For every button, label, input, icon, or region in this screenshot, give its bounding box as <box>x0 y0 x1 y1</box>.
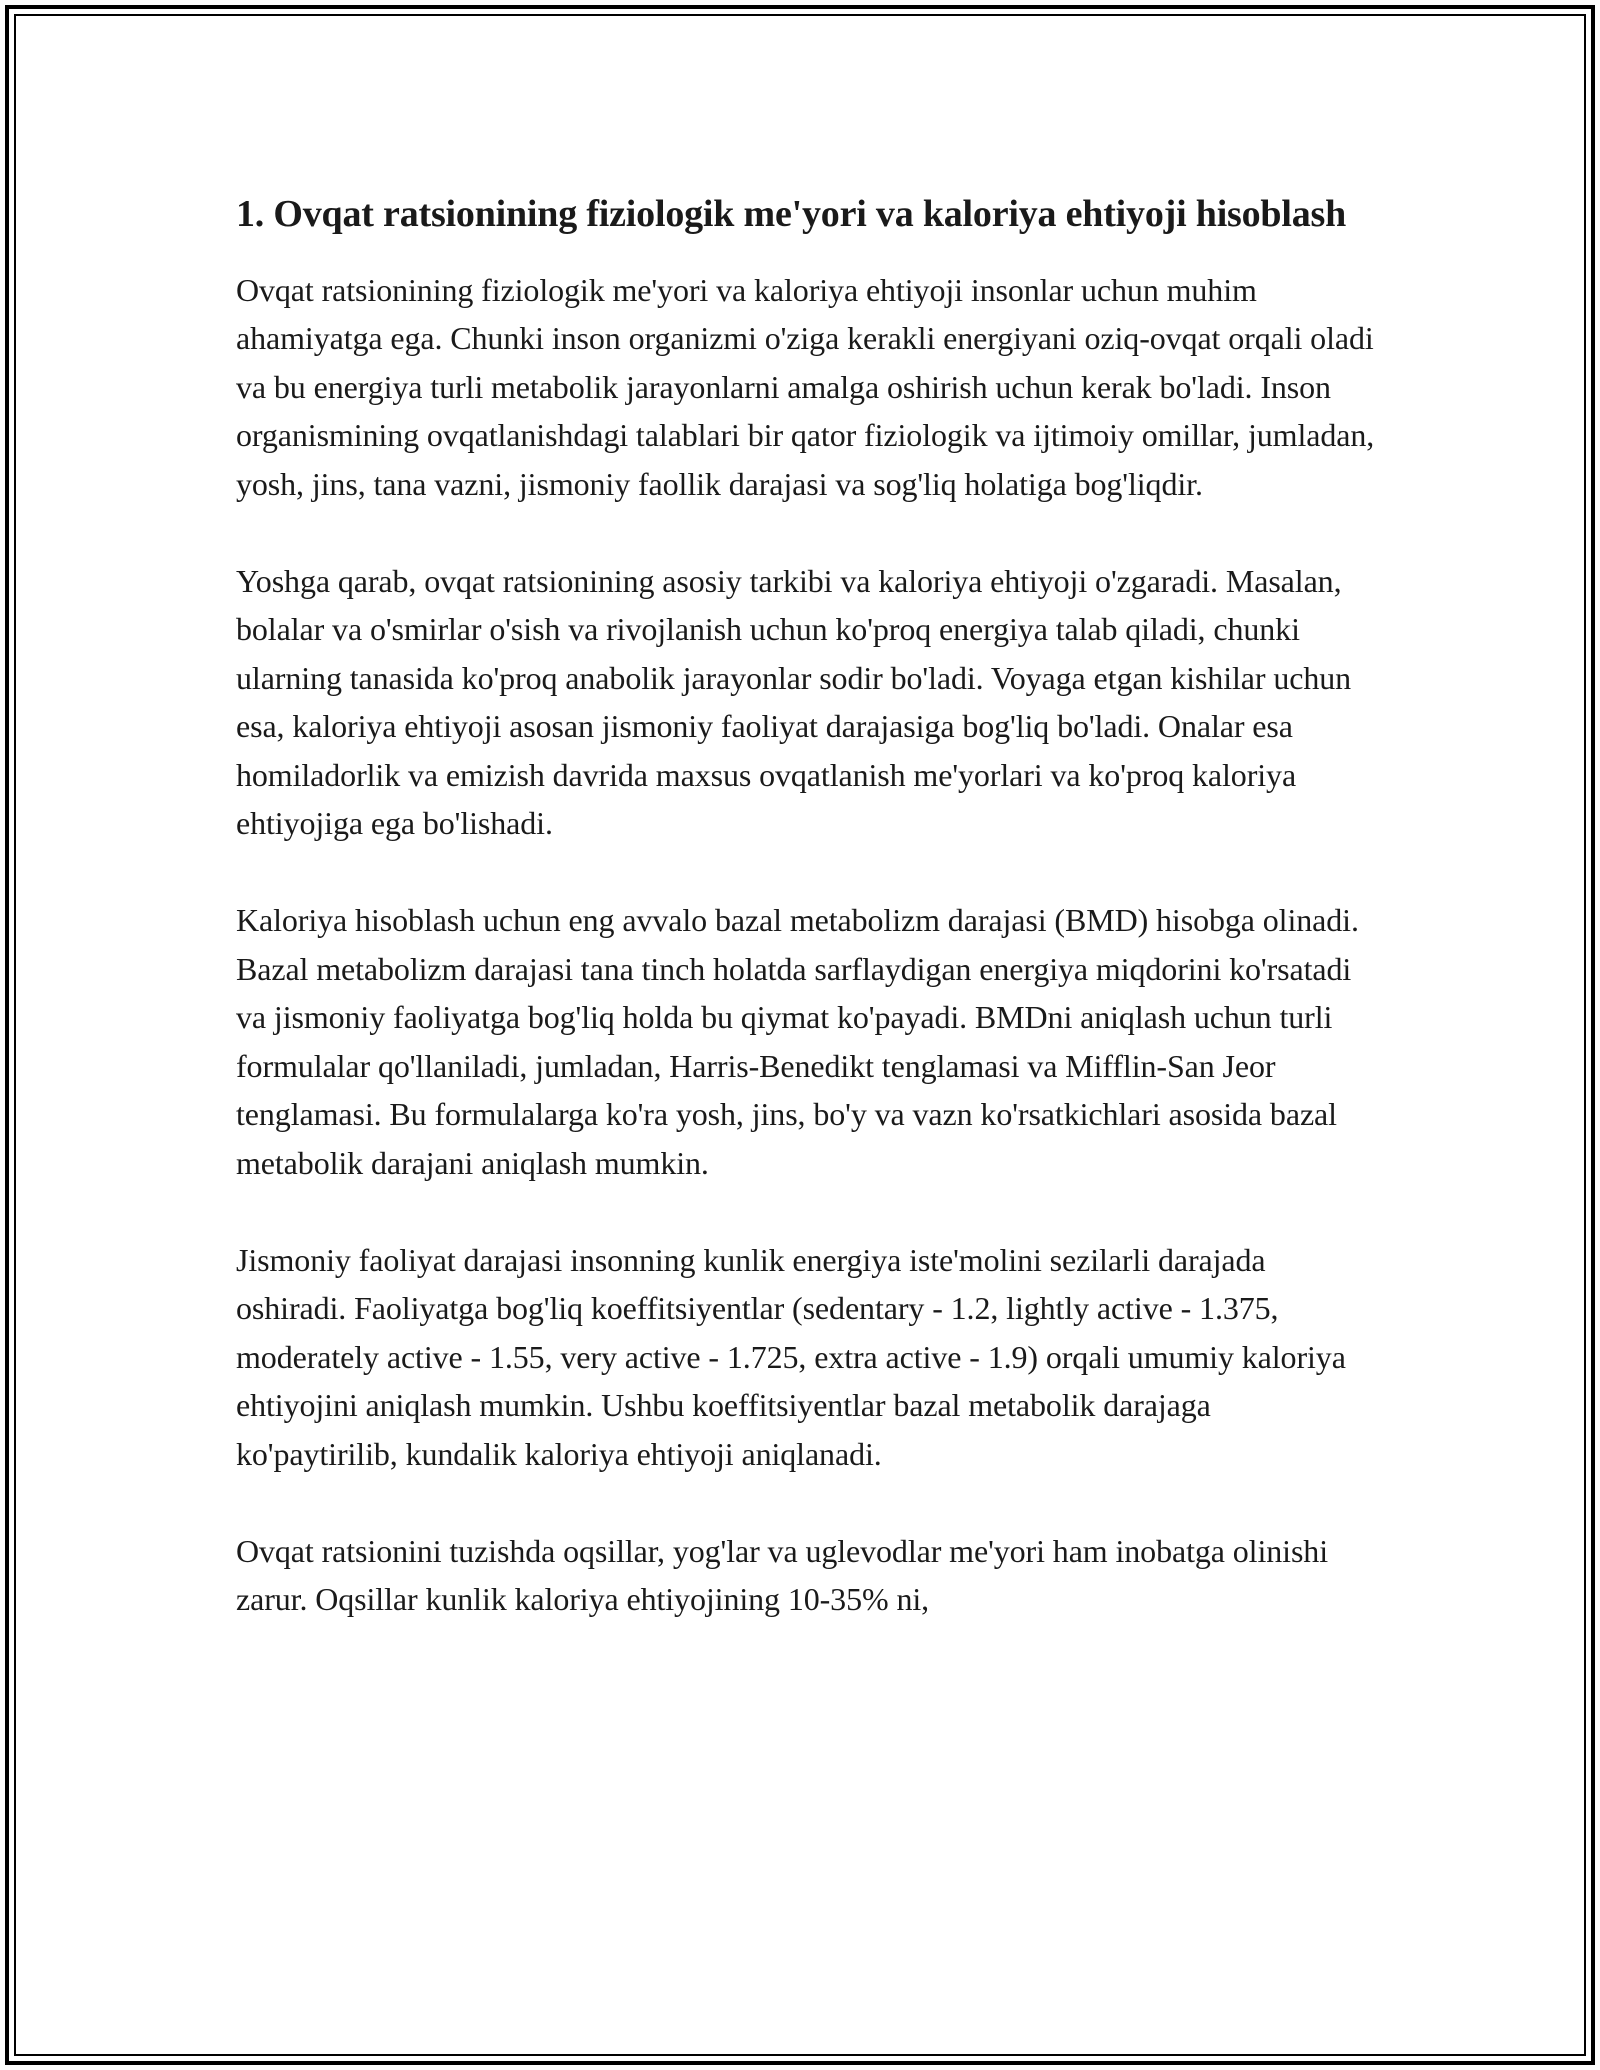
section-heading: 1. Ovqat ratsionining fiziologik me'yori va kaloriya ehtiyoji hisoblash <box>236 193 1347 235</box>
paragraph-1: Ovqat ratsionining fiziologik me'yori va kaloriya ehtiyoji insonlar uchun muhim ahamiyatga ega. Chunki inson organizmi o'ziga kerakli energiyani oziq-ovqat orqali oladi va bu energiya turli metabolik jarayonlarni amalga oshirish uchun kerak bo'ladi. Inson organismining ovqatlanishdagi talablari bir qator fiziologik va ijtimoiy omillar, jumladan, yosh, jins, tana vazni, jismoniy faollik darajasi va sog'liq holatiga bog'liqdir. <box>236 272 1375 502</box>
paragraph-2: Yoshga qarab, ovqat ratsionining asosiy tarkibi va kaloriya ehtiyoji o'zgaradi. Masalan, bolalar va o'smirlar o'sish va rivojlanish uchun ko'proq energiya talab qiladi, chunki ularning tanasida ko'proq anabolik jarayonlar sodir bo'ladi. Voyaga etgan kishilar uchun esa, kaloriya ehtiyoji asosan jismoniy faoliyat darajasiga bog'liq bo'ladi. Onalar esa homiladorlik va emizish davrida maxsus ovqatlanish me'yorlari va ko'proq kaloriya ehtiyojiga ega bo'lishadi. <box>236 563 1352 842</box>
paragraph-5: Ovqat ratsionini tuzishda oqsillar, yog'lar va uglevodlar me'yori ham inobatga olinishi zarur. Oqsillar kunlik kaloriya ehtiyojining 10-35% ni, <box>236 1532 1328 1618</box>
paragraph-4: Jismoniy faoliyat darajasi insonning kunlik energiya iste'molini sezilarli darajada oshiradi. Faoliyatga bog'liq koeffitsiyentlar (sedentary - 1.2, lightly active - 1.375, moderately active - 1.55, very active - 1.725, extra active - 1.9) orqali umumiy kaloriya ehtiyojini aniqlash mumkin. Ushbu koeffitsiyentlar bazal metabolik darajaga ko'paytirilib, kundalik kaloriya ehtiyoji aniqlanadi. <box>236 1241 1346 1472</box>
document-body <box>236 188 1376 1673</box>
paragraph-3: Kaloriya hisoblash uchun eng avvalo bazal metabolizm darajasi (BMD) hisobga olinadi. Bazal metabolizm darajasi tana tinch holatda sarflaydigan energiya miqdorini ko'rsatadi va jismoniy faoliyatga bog'liq holda bu qiymat ko'payadi. BMDni aniqlash uchun turli formulalar qo'llaniladi, jumladan, Harris-Benedikt tenglamasi va Mifflin-San Jeor tenglamasi. Bu formulalarga ko'ra yosh, jins, bo'y va vazn ko'rsatkichlari asosida bazal metabolik darajani aniqlash mumkin. <box>236 902 1359 1181</box>
